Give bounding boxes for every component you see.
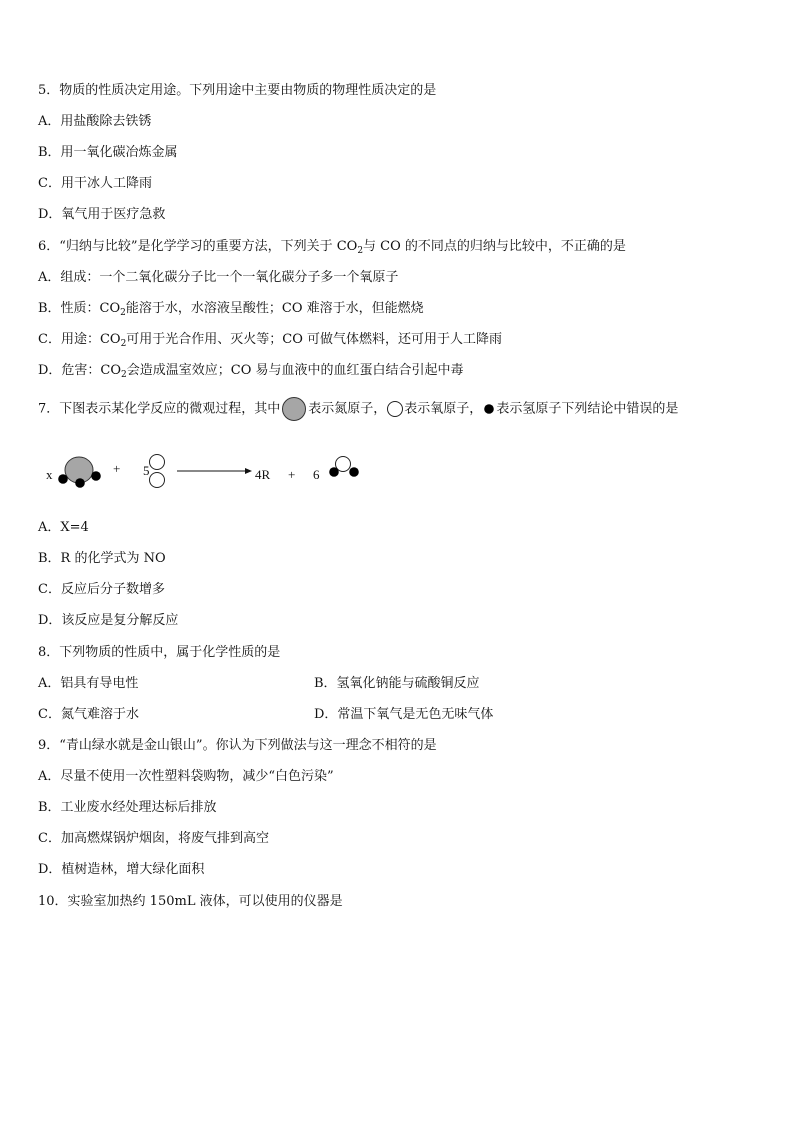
- q6-stem-subscript: 2: [357, 246, 364, 256]
- q6-option-c-subscript: 2: [120, 339, 127, 349]
- q6-stem-part1: 6．“归纳与比较”是化学学习的重要方法，下列关于 CO: [38, 239, 358, 254]
- reaction-diagram: [40, 448, 380, 496]
- coefficient-x: x: [46, 467, 53, 482]
- q9-option-d: D．植树造林，增大绿化面积: [38, 862, 205, 877]
- q6-option-b-part2: 能溶于水，水溶液呈酸性；CO 难溶于水，但能燃烧: [125, 301, 424, 316]
- coefficient-6: 6: [313, 467, 320, 482]
- q7-stem-part1: 7．下图表示某化学反应的微观过程，其中: [38, 401, 281, 417]
- plus-sign-1: +: [113, 461, 121, 476]
- q10-stem: 10．实验室加热约 150mL 液体，可以使用的仪器是: [38, 894, 343, 909]
- nitrogen-atom-icon: [280, 397, 308, 421]
- q8-option-b: B．氢氧化钠能与硫酸铜反应: [314, 676, 480, 691]
- q5-option-b: B．用一氧化碳冶炼金属: [38, 145, 178, 160]
- q9-option-c: C．加高燃煤锅炉烟囱，将废气排到高空: [38, 831, 269, 846]
- q5-stem: 5．物质的性质决定用途。下列用途中主要由物质的物理性质决定的是: [38, 83, 437, 98]
- ammonia-molecule-icon: [58, 457, 101, 488]
- q6-option-b-subscript: 2: [120, 308, 126, 318]
- oxygen-molecule-icon: [150, 455, 165, 488]
- q9-option-b: B．工业废水经处理达标后排放: [38, 800, 217, 815]
- q5-option-c: C．用干冰人工降雨: [38, 176, 152, 191]
- q7-stem-part2: 表示氮原子，: [308, 401, 387, 417]
- plus-sign-2: +: [288, 467, 296, 482]
- q7-option-c: C．反应后分子数增多: [38, 582, 165, 597]
- q9-option-a: A．尽量不使用一次性塑料袋购物，减少“白色污染”: [38, 769, 334, 784]
- q7-option-b: B．R 的化学式为 NO: [38, 551, 166, 566]
- q5-option-d: D．氧气用于医疗急救: [38, 207, 166, 222]
- hydrogen-atom-icon: [482, 402, 496, 416]
- water-molecule-icon: [329, 457, 359, 477]
- q6-option-d: [38, 362, 464, 380]
- q6-option-b-part1: B．性质：CO: [38, 301, 121, 316]
- q7-stem-part4: 表示氢原子下列结论中错误的是: [496, 401, 679, 417]
- q6-stem: [38, 238, 626, 256]
- coefficient-5: 5: [143, 463, 150, 478]
- q8-option-d: D．常温下氧气是无色无味气体: [314, 707, 494, 722]
- q5-option-a: A．用盐酸除去铁锈: [38, 114, 152, 129]
- q6-option-a: A．组成：一个二氧化碳分子比一个一氧化碳分子多一个氧原子: [38, 270, 399, 285]
- q6-option-b: [38, 300, 424, 318]
- q7-stem: [38, 397, 678, 422]
- q8-option-a: A．铝具有导电性: [38, 676, 139, 691]
- q6-option-c-part1: C．用途：CO: [38, 332, 121, 347]
- q7-option-d: D．该反应是复分解反应: [38, 613, 179, 628]
- q6-option-d-subscript: 2: [121, 370, 127, 380]
- q6-option-d-part1: D．危害：CO: [38, 363, 122, 378]
- oxygen-atom-icon: [386, 400, 404, 418]
- q6-stem-part2: 与 CO 的不同点的归纳与比较中，不正确的是: [363, 239, 626, 254]
- q6-option-d-part2: 会造成温室效应；CO 易与血液中的血红蛋白结合引起中毒: [126, 363, 464, 378]
- q6-option-c-part2: 可用于光合作用、灭火等；CO 可做气体燃料，还可用于人工降雨: [126, 332, 503, 347]
- product-4r: 4R: [255, 467, 271, 482]
- q8-stem: 8．下列物质的性质中，属于化学性质的是: [38, 645, 281, 660]
- reaction-arrow-icon: [177, 468, 252, 474]
- q9-stem: 9．“青山绿水就是金山银山”。你认为下列做法与这一理念不相符的是: [38, 738, 437, 753]
- q7-option-a: A．X=4: [38, 520, 89, 535]
- q8-option-c: C．氮气难溶于水: [38, 707, 139, 722]
- q7-stem-part3: 表示氧原子，: [404, 401, 483, 417]
- q6-option-c: [38, 331, 502, 349]
